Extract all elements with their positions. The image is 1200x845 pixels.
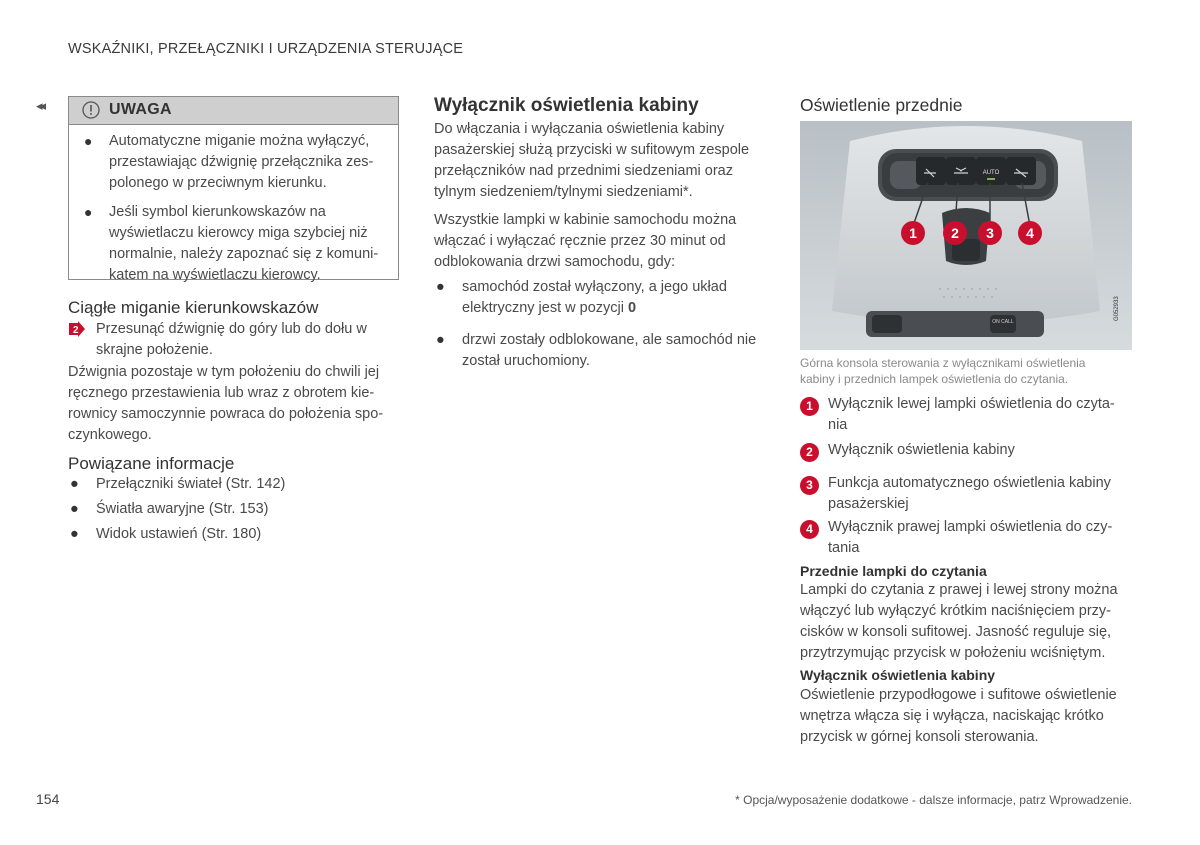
condition-item: ● drzwi zostały odblokowane, ale samochód nie został uruchomiony. xyxy=(436,332,757,369)
number-badge: 2 xyxy=(800,443,819,462)
step-arrow-icon xyxy=(68,321,86,337)
legend-item: 3 Funkcja automatycznego oświetlenia kabiny pasażerskiej xyxy=(800,473,1130,515)
image-code: G052933 xyxy=(1114,296,1120,321)
bullet-icon: ● xyxy=(70,526,79,542)
reading-lamps-text: Lampki do czytania z prawej i lewej strony można włączyć lub wyłączyć krótkim naciśnięciem przy-cisków w konsoli sufitowej. Jasność reguluje się, przytrzymując przycisk w położeniu wciśniętym. xyxy=(800,582,1118,661)
related-info-title: Powiązane informacje xyxy=(68,454,235,473)
conditions-list xyxy=(434,277,769,376)
bullet-icon: ● xyxy=(436,332,445,348)
bullet-icon: ● xyxy=(84,204,93,220)
bullet-icon: ● xyxy=(70,476,79,492)
bullet-icon: ● xyxy=(436,279,445,295)
related-link[interactable]: ● Światła awaryjne (Str. 153) xyxy=(68,499,398,520)
page-number: 154 xyxy=(36,791,60,807)
section-title-cabin-light-switch: Wyłącznik oświetlenia kabiny xyxy=(434,95,699,116)
cabin-light-paragraph: Wszystkie lampki w kabinie samochodu można włączać i wyłączać ręcznie przez 30 minut od odblokowania drzwi samochodu, gdy: xyxy=(434,212,737,270)
overhead-console-illustration xyxy=(800,121,1132,350)
legend-item: 2 Wyłącznik oświetlenia kabiny xyxy=(800,440,1130,461)
bullet-icon: ● xyxy=(70,501,79,517)
callout-3: 3 xyxy=(986,225,994,241)
bullet-icon: ● xyxy=(84,133,93,149)
section-title-continuous-blinking: Ciągłe miganie kierunkowskazów xyxy=(68,298,319,317)
svg-text:2: 2 xyxy=(73,325,79,336)
section-title-front-lighting: Oświetlenie przednie xyxy=(800,95,963,115)
page-header-title: WSKAŹNIKI, PRZEŁĄCZNIKI I URZĄDZENIA STERUJĄCE xyxy=(68,41,464,57)
legend-list xyxy=(800,394,1130,559)
image-caption: Górna konsola sterowania z wyłącznikami oświetlenia kabiny i przednich lampek oświetlenia do czytania. xyxy=(800,356,1086,386)
warning-box xyxy=(68,96,399,283)
lever-paragraph: Dźwignia pozostaje w tym położeniu do chwili jej ręcznego przestawienia lub wraz z obrotem kie-rownicy samoczynnie powraca do położenia spo-czynkowego. xyxy=(68,364,384,443)
info-icon xyxy=(82,101,100,119)
continued-marker: ◂◂ xyxy=(36,98,44,113)
warning-title: UWAGA xyxy=(109,101,172,118)
callout-1: 1 xyxy=(909,225,917,241)
warning-item: ● Automatyczne miganie można wyłączyć, przestawiając dźwignię przełącznika zes-polonego w przeciwnym kierunku. xyxy=(84,133,374,191)
warning-header xyxy=(69,97,398,125)
subheading-reading-lamps: Przednie lampki do czytania xyxy=(800,563,987,579)
related-link[interactable]: ● Przełączniki świateł (Str. 142) xyxy=(68,474,398,495)
on-call-button-label: ON CALL xyxy=(992,319,1014,325)
number-badge: 3 xyxy=(800,476,819,495)
related-list xyxy=(68,474,398,549)
warning-item: ● Jeśli symbol kierunkowskazów na wyświetlaczu kierowcy miga szybciej niż normalnie, należy zapoznać się z komuni-katem na wyświetlaczu kierowcy. xyxy=(84,204,379,283)
legend-item: 1 Wyłącznik lewej lampki oświetlenia do czyta-nia xyxy=(800,394,1130,436)
auto-button-label: AUTO xyxy=(982,170,1000,176)
callout-2: 2 xyxy=(951,225,959,241)
cabin-light-intro: Do włączania i wyłączania oświetlenia kabiny pasażerskiej służą przyciski w sufitowym zespole przełączników nad przednimi siedzeniami oraz tylnym siedzeniem/tylnymi siedzeniami*. xyxy=(434,121,750,200)
cabin-switch-text: Oświetlenie przypodłogowe i sufitowe oświetlenie wnętrza włącza się i wyłącza, naciskając krótko przycisk w górnej konsoli sterowania. xyxy=(800,687,1117,745)
step-instruction: 2 Przesunąć dźwignię do góry lub do dołu w skrajne położenie. xyxy=(68,319,388,361)
related-link[interactable]: ● Widok ustawień (Str. 180) xyxy=(68,524,398,545)
condition-item: ● samochód został wyłączony, a jego układ elektryczny jest w pozycji 0 xyxy=(436,279,727,316)
callout-4: 4 xyxy=(1026,225,1034,241)
overhead-console-image xyxy=(800,121,1132,350)
number-badge: 1 xyxy=(800,397,819,416)
subheading-cabin-switch: Wyłącznik oświetlenia kabiny xyxy=(800,667,996,683)
footnote: * Opcja/wyposażenie dodatkowe - dalsze informacje, patrz Wprowadzenie. xyxy=(735,793,1132,807)
number-badge: 4 xyxy=(800,520,819,539)
legend-item: 4 Wyłącznik prawej lampki oświetlenia do czy-tania xyxy=(800,517,1130,559)
